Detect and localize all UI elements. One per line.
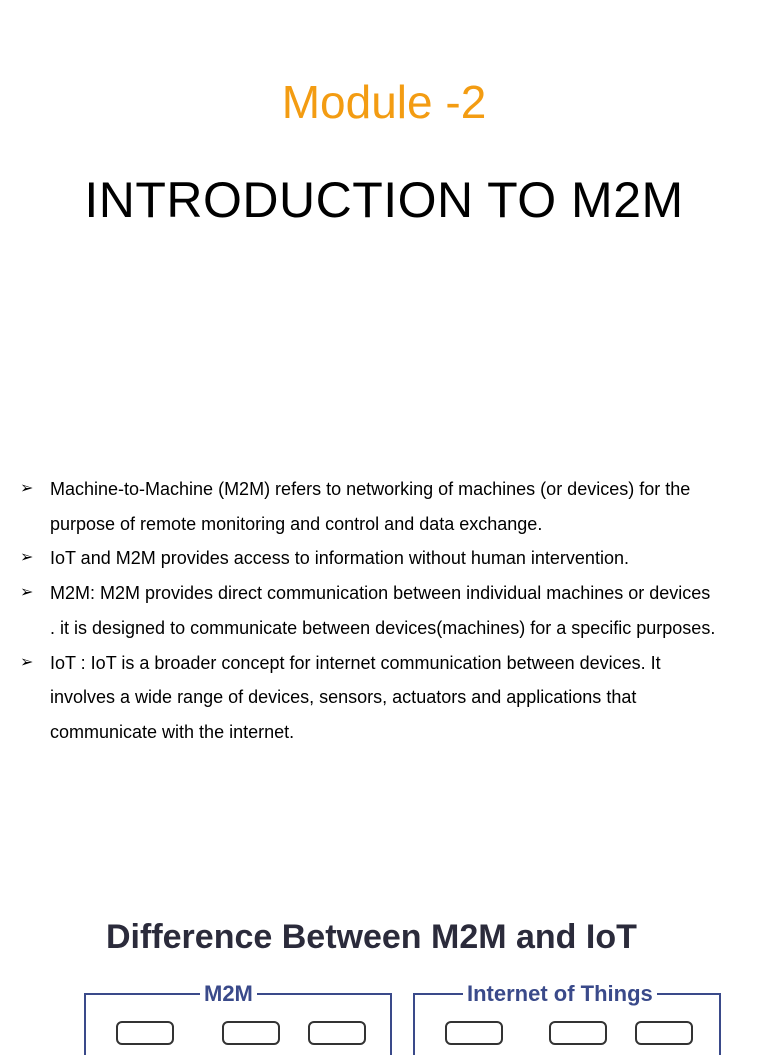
module-label: Module -2 (281, 76, 487, 128)
device-icon (308, 1021, 366, 1045)
bullet-text: IoT and M2M provides access to information without human intervention. (50, 548, 629, 569)
list-item (20, 472, 720, 541)
arrow-bullet-icon: ➢ (20, 653, 34, 671)
device-icon (445, 1021, 503, 1045)
iot-panel-label: Internet of Things (463, 981, 657, 1007)
list-item (20, 576, 720, 645)
m2m-panel (84, 981, 392, 1055)
bullet-text: M2M: M2M provides direct communication between individual machines or devices . it is designed to communicate between devices(machines) for a specific purposes. (50, 583, 716, 638)
list-item (20, 541, 720, 576)
bullet-text: Machine-to-Machine (M2M) refers to networking of machines (or devices) for the purpose of remote monitoring and control and data exchange. (50, 479, 691, 534)
arrow-bullet-icon: ➢ (20, 480, 34, 497)
comparison-figure (0, 905, 768, 1024)
list-item (20, 646, 720, 750)
device-icon (116, 1021, 174, 1045)
figure-title: Difference Between M2M and IoT (106, 918, 637, 956)
device-icon (549, 1021, 607, 1045)
arrow-bullet-icon: ➢ (20, 549, 34, 567)
bullet-list (20, 472, 720, 750)
device-icon (635, 1021, 693, 1045)
iot-panel (413, 981, 721, 1055)
m2m-panel-label: M2M (200, 981, 257, 1007)
arrow-bullet-icon: ➢ (20, 584, 34, 602)
page-title: INTRODUCTION TO M2M (84, 172, 684, 228)
bullet-text: IoT : IoT is a broader concept for internet communication between devices. It involves a wide range of devices, sensors, actuators and applications that communicate with the internet. (50, 652, 661, 742)
device-icon (222, 1021, 280, 1045)
